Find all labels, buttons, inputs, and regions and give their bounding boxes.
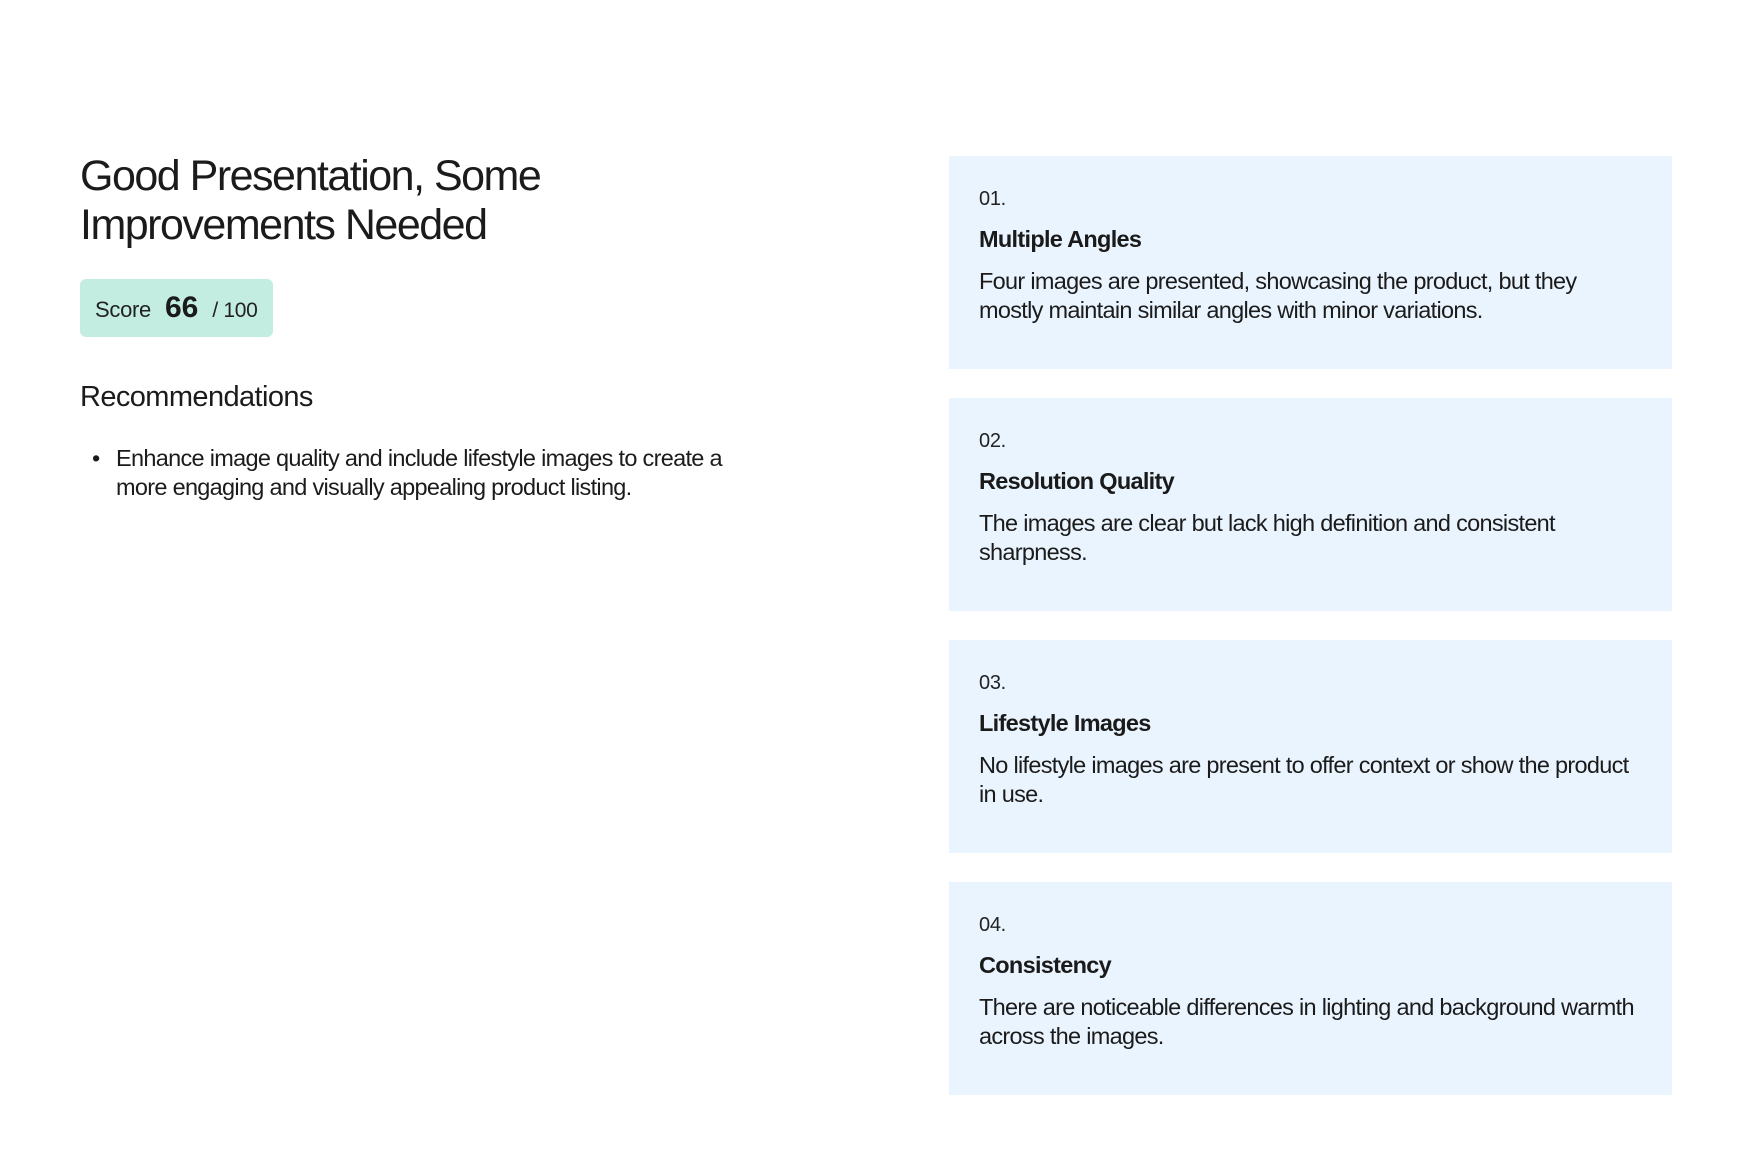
criteria-description: The images are clear but lack high definition and consistent sharpness. [979,510,1555,565]
criteria-title: Resolution Quality [979,468,1174,494]
recommendation-item [92,444,776,502]
recommendations-list [80,444,800,502]
criteria-title: Multiple Angles [979,226,1142,252]
criteria-card-lifestyle-images [949,640,1672,853]
score-max: / 100 [212,299,258,322]
criteria-title: Consistency [979,952,1112,978]
criteria-number: 02. [979,430,1006,452]
page-title [80,152,800,250]
recommendation-text: Enhance image quality and include lifestyle images to create a more engaging and visually appealing product listing. [116,445,722,500]
score-label: Score [95,297,151,322]
bullet-icon: • [92,445,100,471]
criteria-title: Lifestyle Images [979,710,1151,736]
criteria-number: 04. [979,914,1006,936]
page-title-line-2: Improvements Needed [80,201,487,249]
criteria-list [949,156,1672,1124]
criteria-number: 01. [979,188,1006,210]
score-value: 66 [164,291,199,324]
criteria-card-consistency [949,882,1672,1095]
criteria-description: No lifestyle images are present to offer context or show the product in use. [979,752,1629,807]
recommendations-heading: Recommendations [80,381,313,413]
criteria-description: There are noticeable differences in lighting and background warmth across the images. [979,994,1634,1049]
criteria-number: 03. [979,672,1006,694]
criteria-card-resolution-quality [949,398,1672,611]
criteria-card-multiple-angles [949,156,1672,369]
page-title-line-1: Good Presentation, Some [80,152,541,200]
criteria-description: Four images are presented, showcasing the product, but they mostly maintain similar angles with minor variations. [979,268,1577,323]
score-badge [80,279,273,337]
summary-panel [80,152,800,502]
